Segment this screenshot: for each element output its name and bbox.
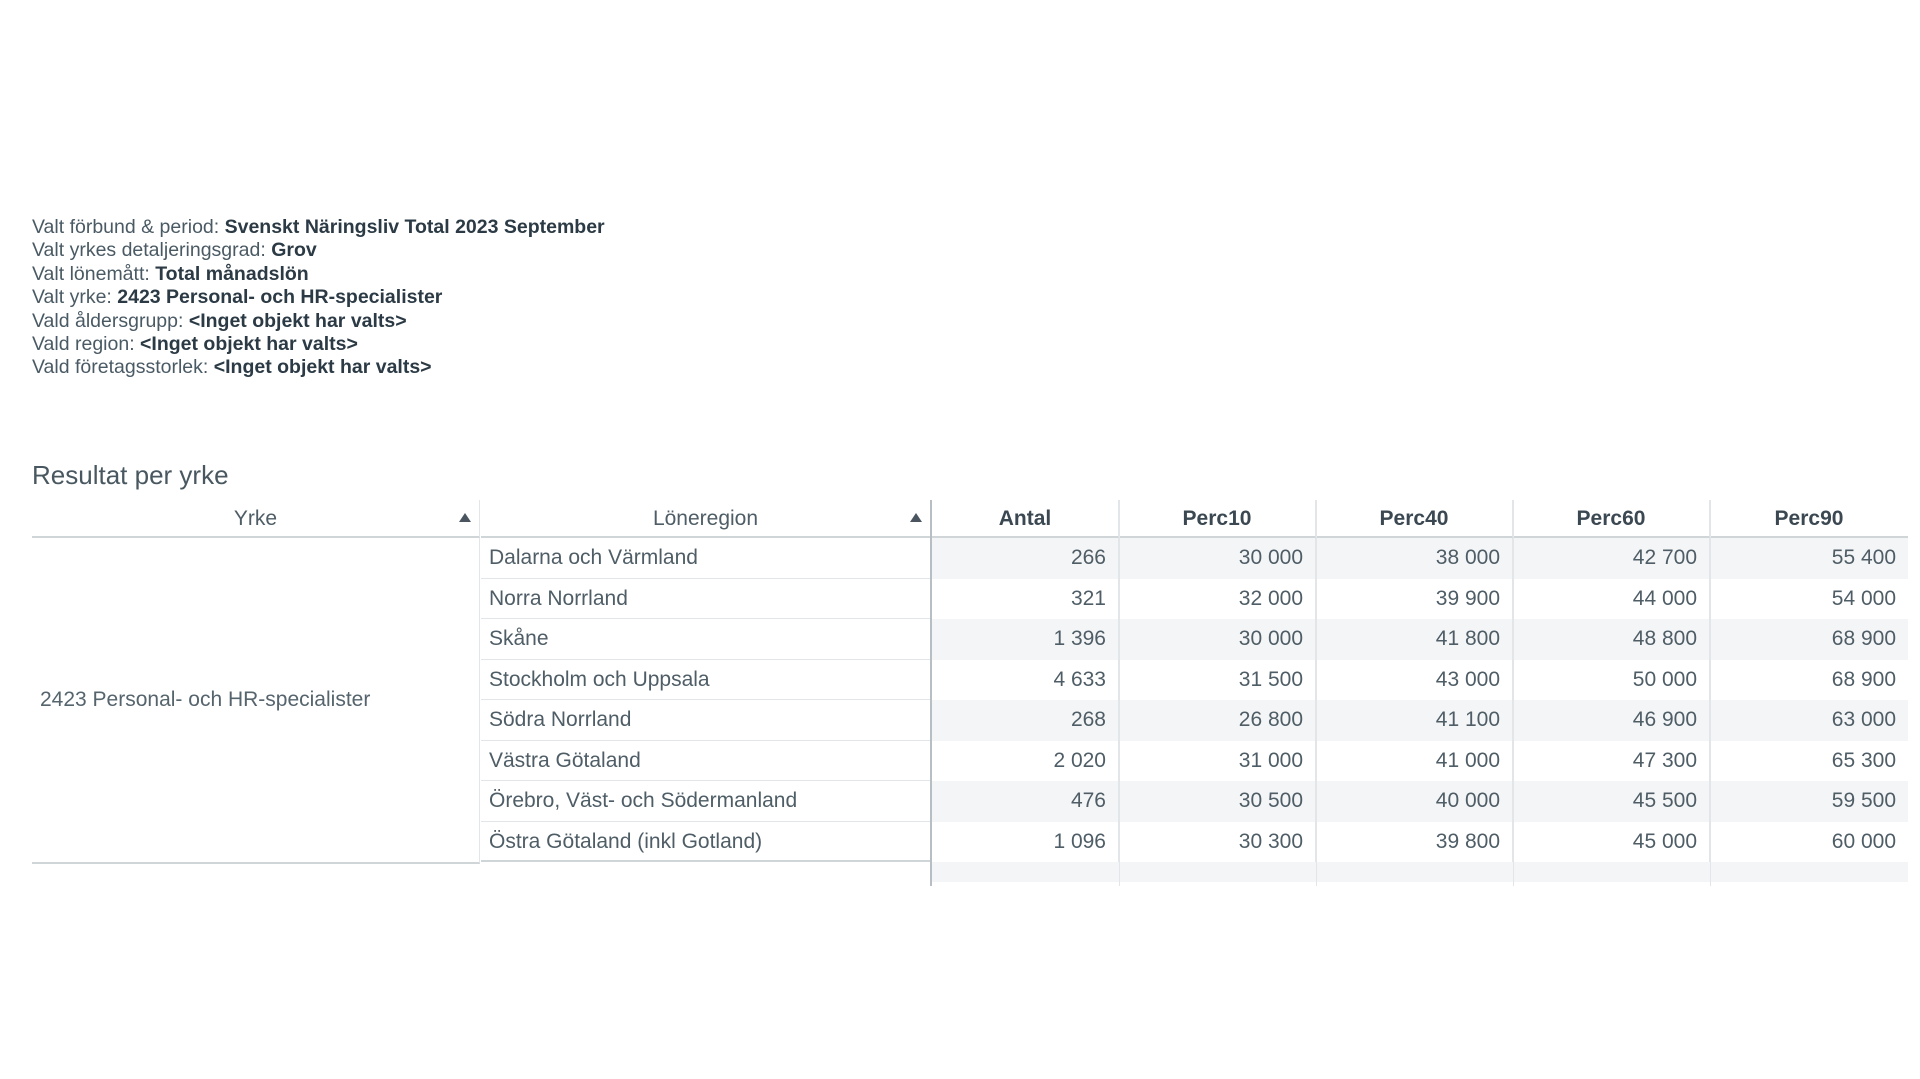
value-cell-perc60: 45 000 bbox=[1513, 822, 1710, 863]
table-row-spacer bbox=[932, 862, 1908, 882]
selection-label: Vald åldersgrupp: bbox=[32, 309, 184, 332]
value-cell-perc90: 63 000 bbox=[1831, 708, 1896, 731]
header-perc90[interactable]: Perc90 bbox=[1710, 500, 1908, 538]
yrke-value: 2423 Personal- och HR-specialister bbox=[40, 688, 371, 711]
selection-line-forbund bbox=[32, 216, 605, 239]
value-cell-perc40: 43 000 bbox=[1316, 660, 1513, 701]
value-cell-perc40: 39 900 bbox=[1316, 579, 1513, 620]
header-perc40[interactable]: Perc40 bbox=[1316, 500, 1513, 538]
region-cell[interactable]: Örebro, Väst- och Södermanland bbox=[481, 781, 930, 822]
dimension-measure-divider bbox=[930, 500, 932, 886]
value-cell-perc60: 50 000 bbox=[1513, 660, 1710, 701]
value-cell-antal: 268 bbox=[932, 700, 1119, 741]
value-cell-perc10: 30 300 bbox=[1119, 822, 1316, 863]
table-row bbox=[932, 741, 1908, 782]
selection-value: 2423 Personal- och HR-specialister bbox=[117, 286, 443, 309]
value-cell-perc40: 41 000 bbox=[1316, 741, 1513, 782]
value-cell-perc40: 38 000 bbox=[1316, 538, 1513, 579]
selection-value: <Inget objekt har valts> bbox=[140, 333, 358, 356]
selection-line-lonematt bbox=[32, 263, 605, 286]
selection-label: Vald företagsstorlek: bbox=[32, 356, 209, 379]
selection-line-region bbox=[32, 333, 605, 356]
table-row bbox=[932, 579, 1908, 620]
table-row bbox=[932, 538, 1908, 579]
selection-line-yrke bbox=[32, 286, 605, 309]
value-cell-perc90: 68 900 bbox=[1831, 667, 1896, 691]
region-cell[interactable]: Östra Götaland (inkl Gotland) bbox=[481, 822, 930, 863]
region-cell[interactable]: Stockholm och Uppsala bbox=[481, 660, 930, 701]
value-cell-perc90: 68 900 bbox=[1831, 627, 1896, 650]
value-cell-perc10: 30 000 bbox=[1119, 538, 1316, 579]
header-loneregion-label: Löneregion bbox=[652, 507, 759, 530]
column-divider bbox=[1316, 500, 1317, 886]
value-cell-antal: 266 bbox=[932, 538, 1119, 579]
selection-value: <Inget objekt har valts> bbox=[188, 309, 407, 332]
value-cell-perc10: 26 800 bbox=[1119, 700, 1316, 741]
value-cell-perc60: 46 900 bbox=[1513, 700, 1710, 741]
value-cell-perc10: 32 000 bbox=[1119, 579, 1316, 620]
value-cell-perc10: 31 000 bbox=[1119, 741, 1316, 782]
header-antal[interactable]: Antal bbox=[932, 500, 1119, 538]
selection-value: Grov bbox=[271, 239, 317, 262]
selection-value: Total månadslön bbox=[155, 262, 309, 285]
value-cell-perc60: 48 800 bbox=[1513, 619, 1710, 660]
value-cell-antal: 1 096 bbox=[932, 822, 1119, 863]
value-cell-perc40: 41 800 bbox=[1316, 619, 1513, 660]
value-cell-perc90: 54 000 bbox=[1831, 586, 1896, 610]
selection-label: Valt lönemått: bbox=[32, 262, 150, 285]
value-cell-perc40: 40 000 bbox=[1316, 781, 1513, 822]
value-cell-perc60: 42 700 bbox=[1513, 538, 1710, 579]
value-cell-perc60: 44 000 bbox=[1513, 579, 1710, 620]
value-cell-antal: 2 020 bbox=[932, 741, 1119, 782]
header-yrke[interactable] bbox=[32, 500, 480, 538]
region-cell[interactable]: Södra Norrland bbox=[481, 700, 930, 741]
value-cell-perc10: 30 500 bbox=[1119, 781, 1316, 822]
value-cell-perc60: 47 300 bbox=[1513, 741, 1710, 782]
table-row bbox=[932, 660, 1908, 701]
value-cell-perc60: 45 500 bbox=[1513, 781, 1710, 822]
selection-value: <Inget objekt har valts> bbox=[213, 356, 432, 379]
header-perc60[interactable]: Perc60 bbox=[1513, 500, 1710, 538]
region-cell[interactable]: Norra Norrland bbox=[481, 579, 930, 620]
yrke-cell[interactable] bbox=[32, 538, 480, 864]
value-cell-perc90: 55 400 bbox=[1831, 546, 1896, 569]
selection-line-aldersgrupp bbox=[32, 310, 605, 333]
value-cell-perc10: 30 000 bbox=[1119, 619, 1316, 660]
sort-ascending-icon[interactable] bbox=[459, 513, 471, 522]
value-cell-perc40: 41 100 bbox=[1316, 700, 1513, 741]
table-row bbox=[932, 822, 1908, 863]
sort-ascending-icon[interactable] bbox=[910, 513, 922, 522]
selection-label: Valt yrke: bbox=[32, 286, 112, 309]
value-cell-antal: 1 396 bbox=[932, 619, 1119, 660]
column-divider bbox=[1513, 500, 1514, 886]
value-cell-antal: 476 bbox=[932, 781, 1119, 822]
table-row bbox=[932, 619, 1908, 660]
value-cell-perc90: 59 500 bbox=[1831, 789, 1896, 812]
region-cell[interactable]: Skåne bbox=[481, 619, 930, 660]
column-divider bbox=[1119, 500, 1120, 886]
selection-value: Svenskt Näringsliv Total 2023 September bbox=[224, 216, 605, 238]
value-cell-perc10: 31 500 bbox=[1119, 660, 1316, 701]
column-divider bbox=[1710, 500, 1711, 886]
value-cell-perc90: 65 300 bbox=[1831, 748, 1896, 772]
section-title: Resultat per yrke bbox=[32, 460, 229, 490]
selection-summary bbox=[32, 216, 605, 380]
region-cell[interactable]: Dalarna och Värmland bbox=[481, 538, 930, 579]
selection-line-foretagsstorlek bbox=[32, 356, 605, 379]
region-cell[interactable]: Västra Götaland bbox=[481, 741, 930, 782]
pivot-table[interactable] bbox=[32, 500, 1908, 886]
header-yrke-label: Yrke bbox=[233, 507, 278, 530]
header-perc10[interactable]: Perc10 bbox=[1119, 500, 1316, 538]
value-cell-perc40: 39 800 bbox=[1316, 822, 1513, 863]
selection-line-detaljeringsgrad bbox=[32, 239, 605, 262]
value-cell-antal: 4 633 bbox=[932, 660, 1119, 701]
table-row bbox=[932, 781, 1908, 822]
selection-label: Vald region: bbox=[32, 333, 135, 356]
value-cell-antal: 321 bbox=[932, 579, 1119, 620]
selection-label: Valt yrkes detaljeringsgrad: bbox=[32, 239, 266, 262]
header-loneregion[interactable] bbox=[481, 500, 930, 538]
value-cell-perc90: 60 000 bbox=[1831, 829, 1896, 853]
selection-label: Valt förbund & period: bbox=[32, 216, 220, 238]
table-row bbox=[932, 700, 1908, 741]
